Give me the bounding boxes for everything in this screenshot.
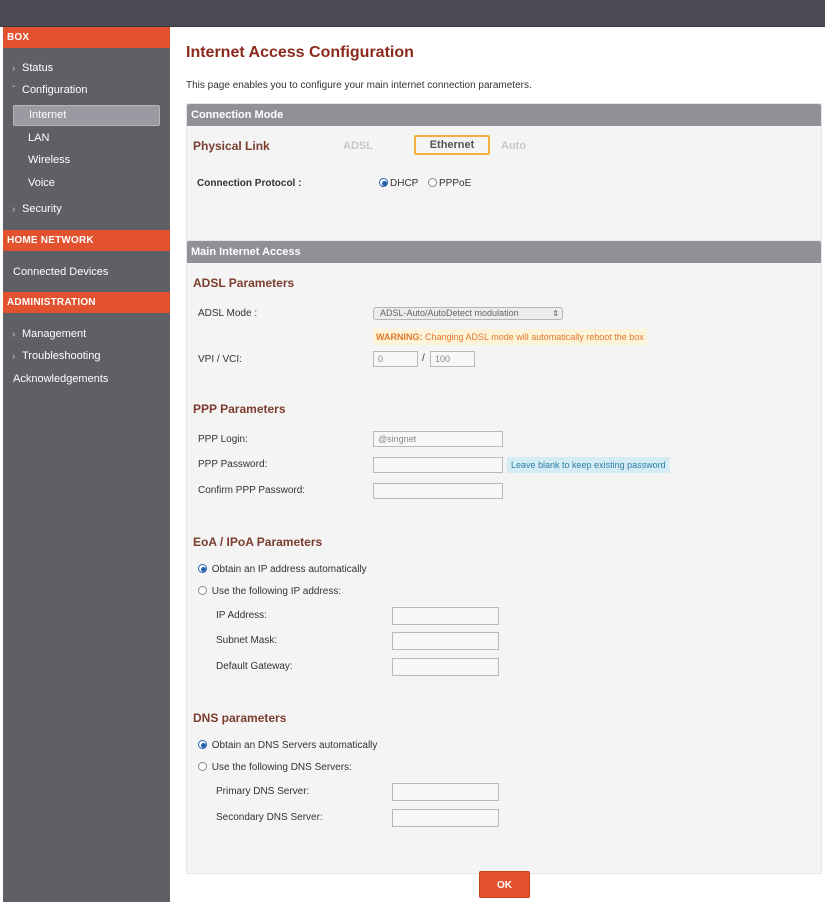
dns-auto-option[interactable] [198, 740, 377, 751]
sidebar-item-connected-devices[interactable]: Connected Devices [13, 266, 109, 278]
chevron-right-icon: › [12, 204, 16, 215]
eoa-manual-option[interactable] [198, 586, 341, 597]
adsl-mode-select[interactable] [373, 307, 563, 320]
sidebar-item-label: Troubleshooting [22, 350, 101, 362]
sidebar-item-status[interactable] [12, 62, 53, 74]
subnet-mask-label: Subnet Mask: [216, 635, 278, 646]
sidebar-item-security[interactable] [12, 203, 62, 215]
connection-mode-panel [186, 103, 822, 245]
chevron-right-icon: › [12, 63, 16, 74]
radio-unselected-icon[interactable] [428, 178, 437, 187]
sidebar-item-label: Security [22, 203, 62, 215]
vpi-input[interactable]: 0 [373, 351, 418, 367]
ppp-password-input[interactable] [373, 457, 503, 473]
vci-input[interactable]: 100 [430, 351, 475, 367]
ppp-parameters-title: PPP Parameters [193, 402, 286, 416]
radio-selected-icon[interactable] [198, 564, 207, 573]
dns-auto-label: Obtain an DNS Servers automatically [211, 740, 378, 751]
sidebar-item-voice[interactable]: Voice [28, 177, 55, 189]
page-title: Internet Access Configuration [186, 44, 414, 61]
ok-button[interactable]: OK [479, 871, 530, 898]
ip-address-input[interactable] [392, 607, 499, 625]
connection-protocol-label: Connection Protocol : [197, 178, 302, 189]
dns-manual-option[interactable] [198, 762, 352, 773]
protocol-pppoe-option[interactable] [428, 178, 471, 189]
radio-unselected-icon[interactable] [198, 762, 207, 771]
main-internet-access-header: Main Internet Access [187, 241, 821, 263]
administration-header: ADMINISTRATION [3, 292, 170, 313]
home-network-header: HOME NETWORK [3, 230, 170, 251]
warning-prefix: WARNING: [376, 332, 423, 342]
tab-ethernet[interactable]: Ethernet [414, 135, 490, 155]
adsl-mode-value: ADSL-Auto/AutoDetect modulation [380, 308, 519, 318]
secondary-dns-label: Secondary DNS Server: [216, 812, 323, 823]
eoa-auto-label: Obtain an IP address automatically [211, 564, 367, 575]
dns-manual-label: Use the following DNS Servers: [211, 762, 352, 773]
ppp-confirm-label: Confirm PPP Password: [198, 485, 306, 496]
sidebar-item-internet[interactable]: Internet [13, 105, 160, 126]
select-arrows-icon: ⇕ [552, 309, 559, 318]
adsl-parameters-title: ADSL Parameters [193, 276, 295, 290]
adsl-mode-label: ADSL Mode : [198, 308, 258, 319]
warning-text: Changing ADSL mode will automatically reboot the box [425, 332, 644, 342]
chevron-right-icon: › [12, 351, 16, 362]
sidebar-item-acknowledgements[interactable]: Acknowledgements [13, 373, 109, 385]
sidebar-item-label: Status [22, 62, 54, 74]
tab-auto[interactable]: Auto [501, 140, 527, 152]
tab-adsl[interactable]: ADSL [343, 140, 373, 152]
ip-address-label: IP Address: [216, 610, 267, 621]
sidebar-item-lan[interactable]: LAN [28, 132, 50, 144]
sidebar-item-management[interactable] [12, 328, 86, 340]
ppp-password-label: PPP Password: [198, 459, 268, 470]
sidebar-item-label: Configuration [22, 84, 88, 96]
top-bar [0, 0, 825, 27]
ppp-login-label: PPP Login: [198, 434, 248, 445]
sidebar [3, 27, 170, 902]
sidebar-item-configuration[interactable] [12, 84, 87, 96]
main-content [170, 27, 825, 902]
protocol-dhcp-label: DHCP [390, 178, 419, 189]
protocol-dhcp-option[interactable] [379, 178, 418, 189]
vpi-vci-separator: / [422, 353, 425, 364]
radio-unselected-icon[interactable] [198, 586, 207, 595]
box-header: BOX [3, 27, 170, 48]
primary-dns-label: Primary DNS Server: [216, 786, 310, 797]
eoa-auto-option[interactable] [198, 564, 367, 575]
connection-mode-header: Connection Mode [187, 104, 821, 126]
radio-selected-icon[interactable] [198, 740, 207, 749]
ppp-confirm-input[interactable] [373, 483, 503, 499]
page-description: This page enables you to configure your main internet connection parameters. [186, 80, 532, 91]
eoa-parameters-title: EoA / IPoA Parameters [193, 535, 323, 549]
default-gateway-input[interactable] [392, 658, 499, 676]
chevron-down-icon: ˇ [12, 85, 16, 96]
chevron-right-icon: › [12, 329, 16, 340]
adsl-warning [373, 329, 647, 345]
home-network-section [3, 230, 170, 251]
main-internet-access-panel [186, 240, 822, 874]
subnet-mask-input[interactable] [392, 632, 499, 650]
eoa-manual-label: Use the following IP address: [211, 586, 342, 597]
ppp-login-input[interactable]: @singnet [373, 431, 503, 447]
sidebar-item-label: Management [22, 328, 87, 340]
ppp-password-hint: Leave blank to keep existing password [507, 457, 670, 473]
radio-selected-icon[interactable] [379, 178, 388, 187]
default-gateway-label: Default Gateway: [216, 661, 293, 672]
dns-parameters-title: DNS parameters [193, 711, 287, 725]
sidebar-item-troubleshooting[interactable] [12, 350, 100, 362]
sidebar-item-wireless[interactable]: Wireless [28, 154, 71, 166]
administration-section [3, 292, 170, 313]
box-section [3, 27, 170, 48]
physical-link-label: Physical Link [193, 139, 270, 153]
protocol-pppoe-label: PPPoE [439, 178, 472, 189]
vpi-vci-label: VPI / VCI: [198, 354, 242, 365]
primary-dns-input[interactable] [392, 783, 499, 801]
secondary-dns-input[interactable] [392, 809, 499, 827]
